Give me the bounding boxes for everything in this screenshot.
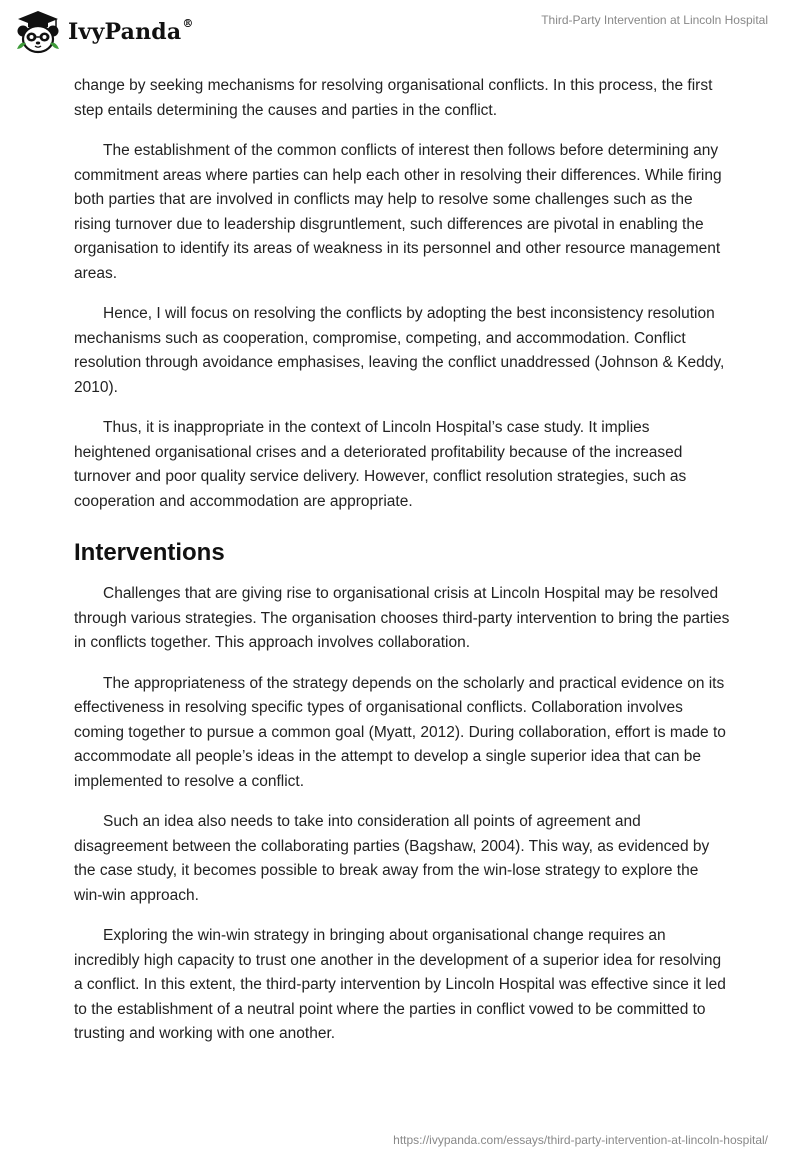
logo-wordmark: IvyPanda® [68, 17, 194, 45]
paragraph: change by seeking mechanisms for resolving organisational conflicts. In this process, the first step entails determining the causes and parties in the conflict. [74, 77, 713, 119]
paragraph: Exploring the win-win strategy in bringing about organisational change requires an incredibly high capacity to trust one another in the development of a superior idea for resolving a conflict. In this extent, the third-party intervention by Lincoln Hospital was effective since it led to the establishment of a neutral point where the parties in conflict vowed to be committed to trusting and working with one another. [74, 927, 726, 1042]
paragraph: Hence, I will focus on resolving the conflicts by adopting the best inconsistency resolution mechanisms such as cooperation, compromise, competing, and accommodation. Conflict resolution through avoidance emphasises, leaving the conflict unaddressed (Johnson & Keddy, 2010). [74, 305, 725, 396]
ivypanda-logo[interactable] [14, 9, 194, 55]
paragraph: The appropriateness of the strategy depends on the scholarly and practical evidence on its effectiveness in resolving specific types of organisational conflicts. Collaboration involves coming together to pursue a common goal (Myatt, 2012). During collaboration, effort is made to accommodate all people’s ideas in the attempt to develop a single superior idea that can be implemented to resolve a conflict. [74, 674, 726, 790]
paragraph: Thus, it is inappropriate in the context of Lincoln Hospital’s case study. It implies heightened organisational crises and a deteriorated profitability because of the increased turnover and poor quality service delivery. However, conflict resolution strategies, such as cooperation and accommodation are appropriate. [74, 419, 687, 510]
section-heading: Interventions [74, 539, 225, 566]
panda-mascot-icon [14, 9, 62, 55]
source-url-link[interactable]: https://ivypanda.com/essays/third-party-intervention-at-lincoln-hospital/ [393, 1133, 768, 1147]
paragraph: Challenges that are giving rise to organisational crisis at Lincoln Hospital may be resolved through various strategies. The organisation chooses third-party intervention to bring the parties in conflicts together. This approach involves collaboration. [74, 585, 730, 651]
essay-content [74, 74, 730, 1063]
registered-mark: ® [182, 17, 194, 30]
document-title: Third-Party Intervention at Lincoln Hospital [541, 13, 768, 27]
page-header [0, 0, 800, 62]
paragraph: The establishment of the common conflicts of interest then follows before determining any commitment areas where parties can help each other in resolving their differences. While firing both parties that are involved in conflicts may help to resolve some challenges such as the rising turnover due to leadership disgruntlement, such differences are pivotal in enabling the organisation to identify its areas of weakness in its personnel and other resource management areas. [74, 142, 722, 282]
paragraph: Such an idea also needs to take into consideration all points of agreement and disagreement between the collaborating parties (Bagshaw, 2004). This way, as evidenced by the case study, it becomes possible to break away from the win-lose strategy to explore the win-win approach. [74, 813, 710, 904]
